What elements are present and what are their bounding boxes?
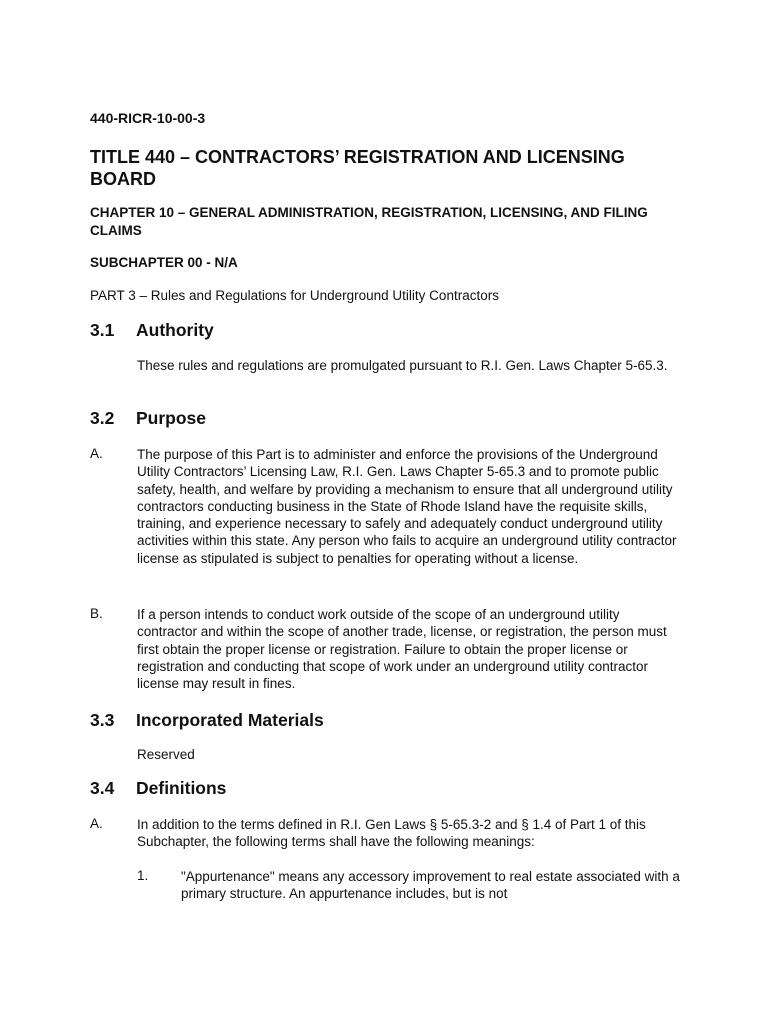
section-number: 3.4 [90, 778, 115, 798]
section-title: Definitions [136, 778, 227, 798]
section-heading-incorporated-materials [90, 710, 324, 731]
subchapter-heading: SUBCHAPTER 00 - N/A [90, 255, 238, 270]
incorporated-materials-text: Reserved [137, 747, 195, 762]
section-heading-definitions [90, 778, 226, 799]
list-label-a: A. [90, 446, 103, 461]
list-label-a: A. [90, 816, 103, 831]
section-number: 3.2 [90, 408, 115, 428]
section-heading-purpose [90, 408, 206, 429]
document-title: TITLE 440 – CONTRACTORS’ REGISTRATION AND LICENSING BOARD [90, 147, 625, 189]
purpose-paragraph-b: If a person intends to conduct work outside of the scope of an underground utility contractor and within the scope of another trade, license, or registration, the person must first obtain the proper license or registration. Failure to obtain the proper license or registration and conducting that scope of work under an underground utility contractor license may result in fines. [137, 607, 667, 692]
chapter-heading: CHAPTER 10 – GENERAL ADMINISTRATION, REGISTRATION, LICENSING, AND FILING CLAIMS [90, 205, 648, 238]
part-heading: PART 3 – Rules and Regulations for Underground Utility Contractors [90, 288, 499, 303]
section-number: 3.3 [90, 710, 115, 730]
authority-text: These rules and regulations are promulgated pursuant to R.I. Gen. Laws Chapter 5-65.3. [137, 358, 668, 373]
section-number: 3.1 [90, 320, 115, 340]
section-title: Authority [136, 320, 214, 340]
definition-item-1: "Appurtenance" means any accessory improvement to real estate associated with a primary structure. An appurtenance includes, but is not [181, 869, 680, 902]
list-label-b: B. [90, 606, 103, 621]
section-title: Incorporated Materials [136, 710, 324, 730]
document-id: 440-RICR-10-00-3 [90, 110, 206, 126]
purpose-paragraph-a: The purpose of this Part is to administer and enforce the provisions of the Underground Utility Contractors’ Licensing Law, R.I. Gen. Laws Chapter 5-65.3 and to promote public safety, health, and welfare by providing a mechanism to ensure that all underground utility contractors conducting business in the State of Rhode Island have the requisite skills, training, and experience necessary to safely and adequately conduct underground utility activities within this state. Any person who fails to acquire an underground utility contractor license as stipulated is subject to penalties for operating without a license. [137, 447, 677, 566]
definitions-paragraph-a: In addition to the terms defined in R.I. Gen Laws § 5-65.3-2 and § 1.4 of Part 1 of this Subchapter, the following terms shall have the following meanings: [137, 817, 646, 850]
list-label-1: 1. [137, 868, 149, 883]
section-title: Purpose [136, 408, 207, 428]
section-heading-authority [90, 320, 214, 341]
